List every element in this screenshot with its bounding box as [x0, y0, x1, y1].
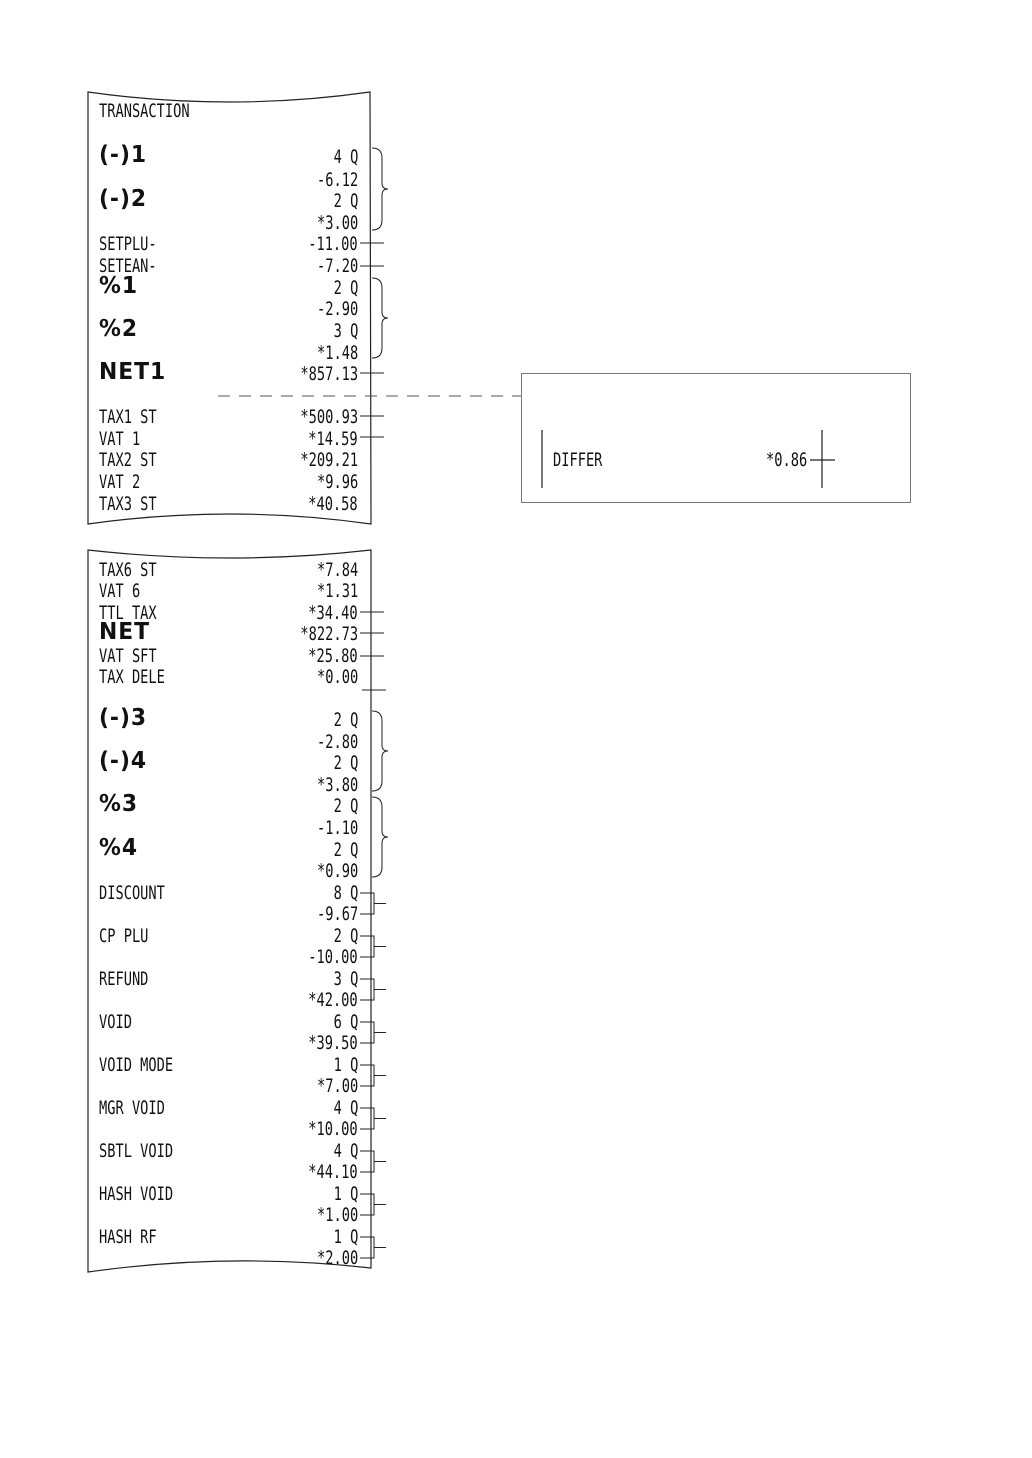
receipt-top-row-value: *1.48: [316, 342, 358, 364]
callout-lines: [360, 148, 388, 1258]
receipt-bottom-row-value: -2.80: [316, 731, 358, 753]
receipt-bottom-row-value: *7.84: [316, 559, 358, 581]
receipt-top-row-value: -2.90: [316, 298, 358, 320]
curly-brace: [372, 148, 388, 230]
receipt-bottom-row-value: 1 Q: [333, 1226, 358, 1248]
receipt-top-row-value: -7.20: [316, 255, 358, 277]
receipt-top-row-value: *857.13: [300, 363, 358, 385]
callout-bracket: [360, 1022, 386, 1043]
receipt-top-row-label: TAX3 ST: [99, 493, 157, 515]
callout-bracket: [360, 979, 386, 1000]
receipt-bottom-row-value: -10.00: [308, 946, 358, 968]
receipt-bottom-row-label: VOID MODE: [99, 1054, 174, 1076]
receipt-bottom-row-value: *2.00: [316, 1247, 358, 1269]
receipt-bottom-row-label: (-)4: [99, 748, 148, 774]
callout-bracket: [360, 1065, 386, 1086]
receipt-top-row-value: *9.96: [316, 471, 358, 493]
receipt-bottom-row-value: *0.90: [316, 860, 358, 882]
receipt-bottom-row-value: *1.31: [316, 580, 358, 602]
curly-brace: [372, 797, 388, 877]
receipt-bottom-row-label: VAT 6: [99, 580, 141, 602]
receipt-bottom-row-value: *25.80: [308, 645, 358, 667]
receipt-bottom-row-value: *822.73: [300, 623, 358, 645]
callout-bracket: [360, 1108, 386, 1129]
receipt-bottom-row-label: HASH RF: [99, 1226, 157, 1248]
receipt-bottom-row-label: MGR VOID: [99, 1097, 165, 1119]
receipt-bottom-row-value: *44.10: [308, 1161, 358, 1183]
receipt-bottom-row-value: *42.00: [308, 989, 358, 1011]
receipt-top-row-label: NET1: [99, 359, 167, 385]
receipt-bottom-row-label: NET: [99, 619, 150, 645]
receipt-top-row-label: SETPLU-: [99, 233, 157, 255]
receipt-top-row-value: 2 Q: [333, 190, 358, 212]
receipt-bottom-row-value: 8 Q: [333, 882, 358, 904]
receipt-bottom-row-value: 3 Q: [333, 968, 358, 990]
receipt-top-row-label: %2: [99, 316, 139, 342]
receipt-bottom-row-value: *34.40: [308, 602, 358, 624]
receipt-bottom-row-value: *7.00: [316, 1075, 358, 1097]
inset-box: [521, 373, 911, 503]
receipt-bottom-row-label: (-)3: [99, 705, 148, 731]
receipt-bottom-row-value: 4 Q: [333, 1097, 358, 1119]
receipt-bottom-row-label: DISCOUNT: [99, 882, 165, 904]
inset-value: *0.86: [765, 449, 807, 471]
receipt-bottom-row-value: 2 Q: [333, 709, 358, 731]
callout-bracket: [360, 936, 386, 957]
receipt-bottom-row-value: *0.00: [316, 666, 358, 688]
receipt-bottom-row-value: 6 Q: [333, 1011, 358, 1033]
callout-bracket: [360, 893, 386, 914]
receipt-top-row-value: *3.00: [316, 212, 358, 234]
receipt-top-row-label: SETEAN-: [99, 255, 157, 277]
receipt-top-row-value: *40.58: [308, 493, 358, 515]
receipt-top-row-label: TAX2 ST: [99, 449, 157, 471]
callout-bracket: [360, 1237, 386, 1258]
curly-brace: [372, 711, 388, 791]
receipt-bottom-row-value: *3.80: [316, 774, 358, 796]
receipt-title: TRANSACTION: [99, 100, 190, 122]
receipt-top-row-value: *14.59: [308, 428, 358, 450]
receipt-bottom-row-label: TTL TAX: [99, 602, 157, 624]
receipt-top-row-value: 3 Q: [333, 320, 358, 342]
receipt-bottom-row-value: 1 Q: [333, 1183, 358, 1205]
receipt-bottom-row-label: CP PLU: [99, 925, 149, 947]
receipt-top-row-value: -6.12: [316, 169, 358, 191]
receipt-bottom-row-value: *39.50: [308, 1032, 358, 1054]
inset-label: DIFFER: [553, 449, 603, 471]
receipt-top-row-value: 4 Q: [333, 146, 358, 168]
receipt-top-row-label: %1: [99, 273, 139, 299]
receipt-bottom-row-value: -9.67: [316, 903, 358, 925]
receipt-bottom-row-value: 2 Q: [333, 925, 358, 947]
receipt-top-row-label: VAT 1: [99, 428, 141, 450]
receipt-top-row-label: TAX1 ST: [99, 406, 157, 428]
receipt-bottom-row-value: 1 Q: [333, 1054, 358, 1076]
receipt-bottom-row-label: TAX DELE: [99, 666, 165, 688]
receipt-top-row-value: *209.21: [300, 449, 358, 471]
receipt-bottom-row-label: SBTL VOID: [99, 1140, 174, 1162]
receipt-bottom-row-label: VAT SFT: [99, 645, 157, 667]
receipt-top-row-value: -11.00: [308, 233, 358, 255]
receipt-top-row-value: 2 Q: [333, 277, 358, 299]
receipt-bottom-row-value: *1.00: [316, 1204, 358, 1226]
receipt-bottom-row-value: 2 Q: [333, 752, 358, 774]
receipt-bottom-row-label: %3: [99, 791, 139, 817]
receipt-bottom-row-label: HASH VOID: [99, 1183, 174, 1205]
curly-brace: [372, 278, 388, 358]
receipt-bottom-row-value: *10.00: [308, 1118, 358, 1140]
receipt-top-row-label: VAT 2: [99, 471, 141, 493]
receipt-top-row-label: (-)1: [99, 142, 148, 168]
receipt-bottom-row-label: %4: [99, 835, 139, 861]
receipt-bottom-row-label: TAX6 ST: [99, 559, 157, 581]
receipt-bottom-row-value: 4 Q: [333, 1140, 358, 1162]
receipt-bottom-row-value: 2 Q: [333, 839, 358, 861]
receipt-top-row-label: (-)2: [99, 186, 148, 212]
callout-bracket: [360, 1151, 386, 1172]
callout-bracket: [360, 1194, 386, 1215]
receipt-top-row-value: *500.93: [300, 406, 358, 428]
receipt-bottom-row-label: VOID: [99, 1011, 132, 1033]
receipt-bottom-row-value: 2 Q: [333, 795, 358, 817]
receipt-bottom-row-value: -1.10: [316, 817, 358, 839]
receipt-bottom-row-label: REFUND: [99, 968, 149, 990]
